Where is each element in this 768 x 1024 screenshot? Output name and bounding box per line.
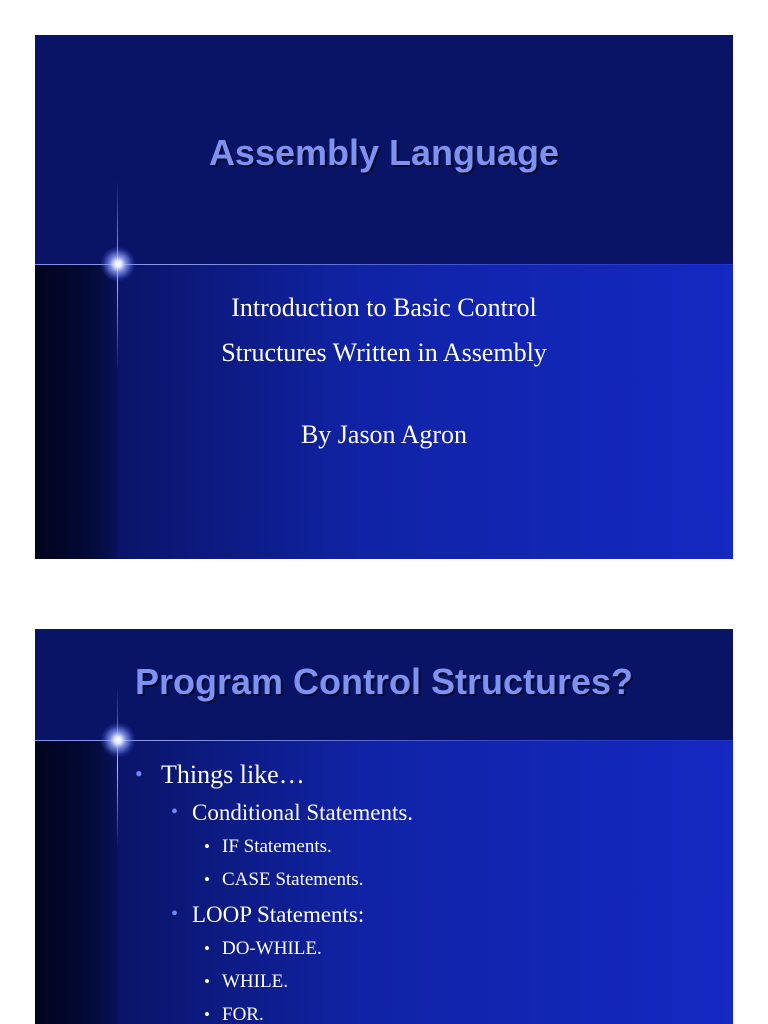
list-item-text: Things like… xyxy=(161,760,305,789)
bullet-icon: • xyxy=(171,903,179,925)
vertical-rule xyxy=(117,687,118,847)
list-item xyxy=(204,836,413,869)
list-item-text: FOR. xyxy=(222,1004,264,1024)
list-item-text: WHILE. xyxy=(222,971,288,992)
horizontal-rule xyxy=(35,264,733,265)
list-item-text: CASE Statements. xyxy=(222,869,364,890)
list-item-text: Conditional Statements. xyxy=(192,800,414,825)
subtitle-line: Introduction to Basic Control xyxy=(231,293,537,322)
list-item xyxy=(171,800,413,836)
list-item-text: LOOP Statements: xyxy=(192,902,365,927)
slide-left-band xyxy=(35,740,117,1024)
list-item xyxy=(171,902,413,938)
bullet-icon: • xyxy=(135,761,143,786)
bullet-icon: • xyxy=(204,939,210,958)
list-item xyxy=(204,938,413,971)
slide-title: Program Control Structures? xyxy=(134,661,634,702)
bullet-icon: • xyxy=(204,837,210,856)
bullet-icon: • xyxy=(204,972,210,991)
list-item xyxy=(204,971,413,1004)
slide-author: By Jason Agron xyxy=(300,420,468,449)
subtitle-line: Structures Written in Assembly xyxy=(221,338,547,367)
bullet-icon: • xyxy=(204,870,210,889)
sparkle-icon xyxy=(101,247,135,281)
slide-subtitle xyxy=(35,285,733,375)
sparkle-icon xyxy=(101,723,135,757)
bullet-icon: • xyxy=(204,1005,210,1024)
bullet-icon: • xyxy=(171,801,179,823)
slide-2 xyxy=(35,629,733,1024)
list-item xyxy=(135,760,413,800)
slide-title: Assembly Language xyxy=(208,132,560,173)
horizontal-rule xyxy=(35,740,733,741)
slide-1 xyxy=(35,35,733,559)
list-item-text: DO-WHILE. xyxy=(222,938,322,959)
list-item xyxy=(204,869,413,902)
bullet-list xyxy=(135,760,413,1024)
list-item-text: IF Statements. xyxy=(222,836,332,857)
list-item xyxy=(204,1004,413,1024)
